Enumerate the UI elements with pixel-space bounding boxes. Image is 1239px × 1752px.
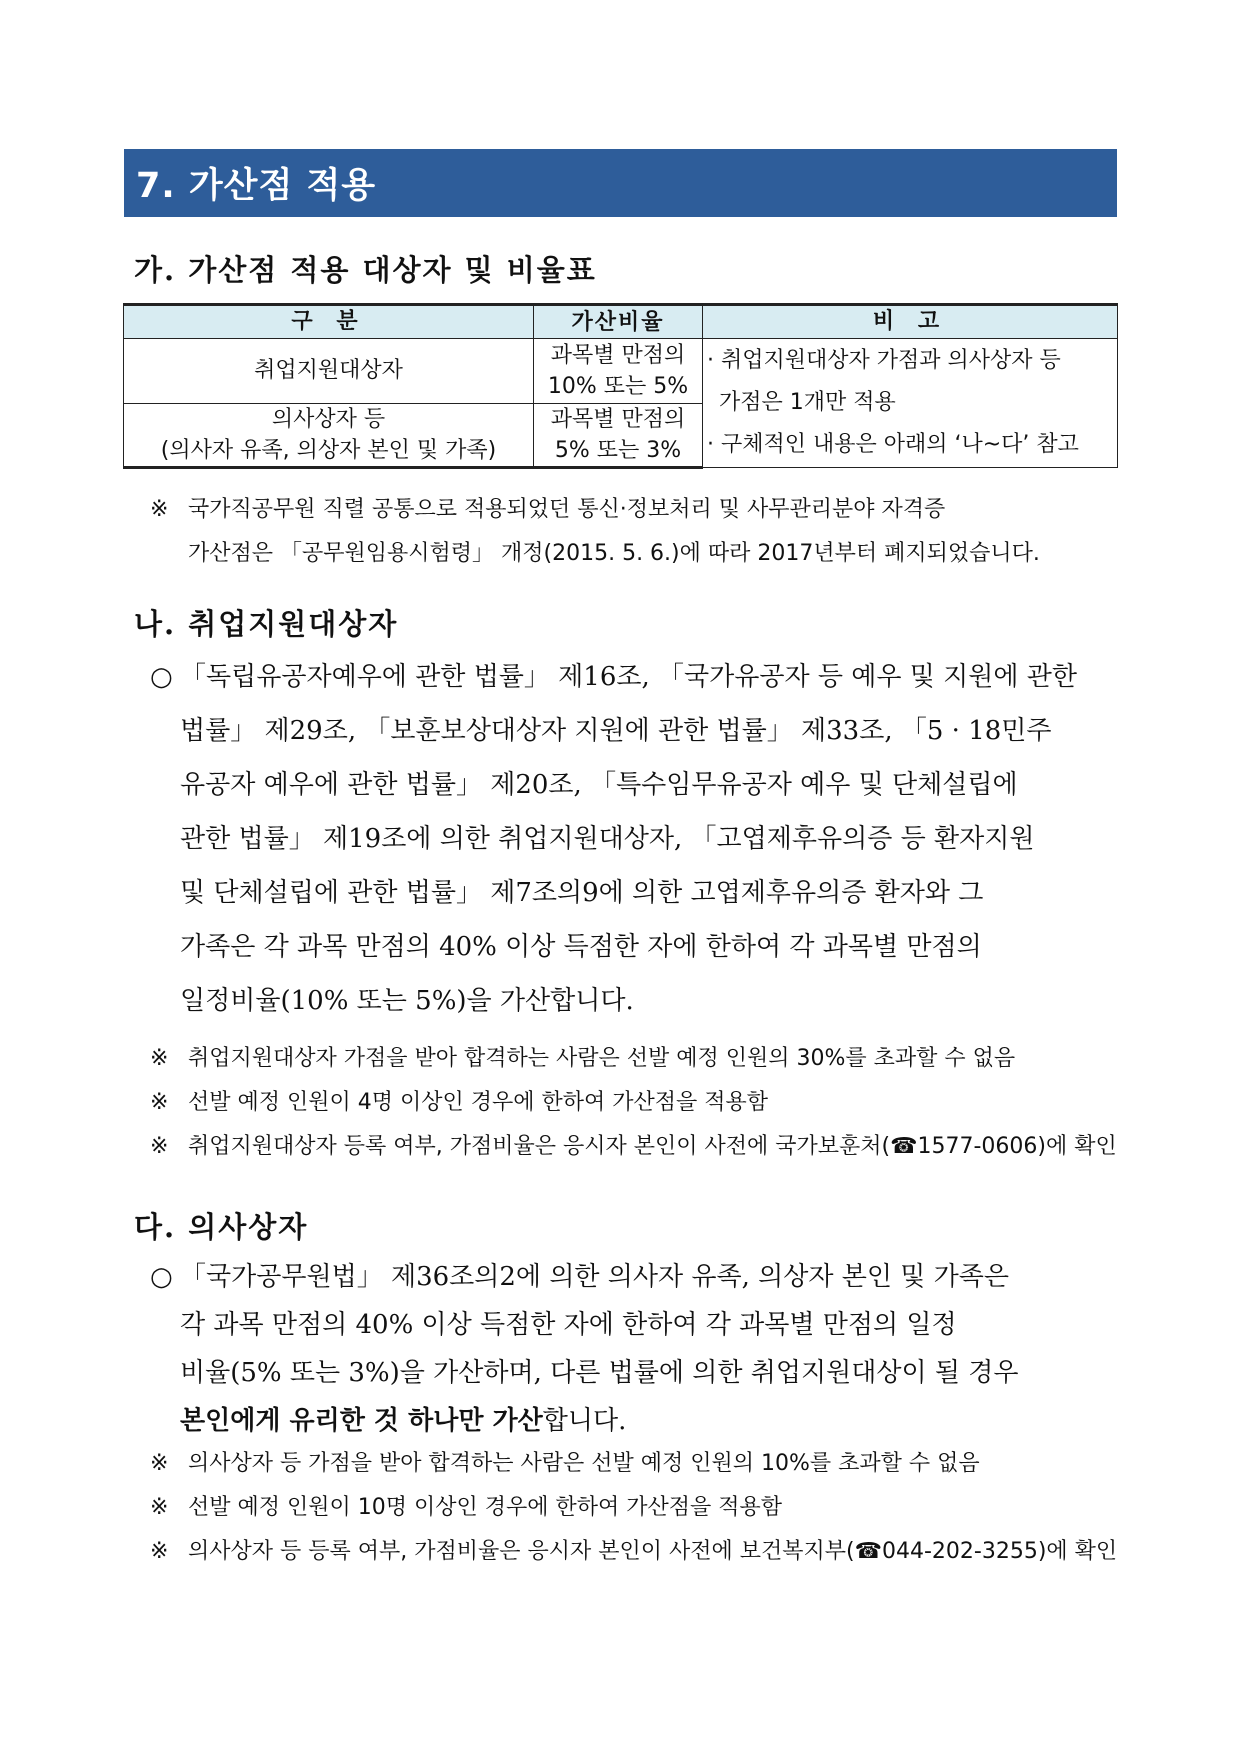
ratio-line: 과목별 만점의 (550, 343, 686, 368)
category-line: (의사자 유족, 의상자 본인 및 가족) (160, 438, 497, 463)
cell-category: 취업지원대상자 (124, 339, 534, 404)
note-text: 의사상자 등 가점을 받아 합격하는 사람은 선발 예정 인원의 10%를 초과할 수 없음 (188, 1451, 980, 1476)
bullet-circle: ○ (150, 662, 173, 692)
ratio-line: 10% 또는 5% (547, 374, 689, 399)
paragraph-tail: 합니다. (542, 1406, 627, 1436)
col-header-remark: 비 고 (703, 305, 1118, 339)
table-row (124, 339, 1118, 404)
paragraph-line: 「국가공무원법」 제36조의2에 의한 의사자 유족, 의상자 본인 및 가족은 (180, 1262, 1010, 1292)
col-header-category: 구 분 (124, 305, 534, 339)
ratio-line: 과목별 만점의 (550, 407, 686, 432)
note-text: 의사상자 등 등록 여부, 가점비율은 응시자 본인이 사전에 보건복지부(☎044-202-3255)에 확인 (188, 1539, 1118, 1564)
paragraph-line: 가족은 각 과목 만점의 40% 이상 득점한 자에 한하여 각 과목별 만점의 (180, 932, 982, 962)
note-mark: ※ (150, 1539, 169, 1564)
paragraph-line: 일정비율(10% 또는 5%)을 가산합니다. (180, 986, 634, 1016)
paragraph-line: 법률」 제29조, 「보훈보상대상자 지원에 관한 법률」 제33조, 「5 · 18민주 (180, 716, 1052, 746)
note-text: 가산점은 「공무원임용시험령」 개정(2015. 5. 6.)에 따라 2017년부터 폐지되었습니다. (188, 541, 1040, 566)
note-text: 취업지원대상자 가점을 받아 합격하는 사람은 선발 예정 인원의 30%를 초과할 수 없음 (188, 1046, 1016, 1071)
note-text: 선발 예정 인원이 4명 이상인 경우에 한하여 가산점을 적용함 (188, 1090, 768, 1115)
paragraph-da (150, 1253, 1125, 1445)
emphasis-text: 본인에게 유리한 것 하나만 가산 (180, 1406, 543, 1436)
ratio-line: 5% 또는 3% (554, 438, 682, 463)
paragraph-line: 각 과목 만점의 40% 이상 득점한 자에 한하여 각 과목별 만점의 일정 (180, 1310, 957, 1340)
paragraph-line: 비율(5% 또는 3%)을 가산하며, 다른 법률에 의한 취업지원대상이 될 경우 (180, 1358, 1019, 1388)
bonus-ratio-table (123, 303, 1118, 469)
note-mark: ※ (150, 1134, 169, 1159)
section-banner (124, 149, 1117, 217)
note-text: 취업지원대상자 등록 여부, 가점비율은 응시자 본인이 사전에 국가보훈처(☎1577-0606)에 확인 (188, 1134, 1117, 1159)
note-mark: ※ (150, 1046, 169, 1071)
paragraph-line (150, 1397, 1125, 1445)
section-title: 7. 가산점 적용 (136, 166, 377, 206)
notes-na (150, 1037, 1117, 1169)
table-header-row (124, 305, 1118, 339)
heading-na: 나. 취업지원대상자 (134, 607, 399, 641)
paragraph-line: 및 단체설립에 관한 법률」 제7조의9에 의한 고엽제후유의증 환자와 그 (180, 878, 984, 908)
cell-ratio (534, 404, 703, 468)
note-text: 선발 예정 인원이 10명 이상인 경우에 한하여 가산점을 적용함 (188, 1495, 782, 1520)
paragraph-line: 관한 법률」 제19조에 의한 취업지원대상자, 「고엽제후유의증 등 환자지원 (180, 824, 1035, 854)
note-mark: ※ (150, 1090, 169, 1115)
note-mark: ※ (150, 1451, 169, 1476)
cell-remark (703, 339, 1118, 468)
note-mark: ※ (150, 497, 169, 522)
paragraph-na (150, 650, 1125, 1028)
heading-da: 다. 의사상자 (134, 1210, 309, 1244)
paragraph-line: 「독립유공자예우에 관한 법률」 제16조, 「국가유공자 등 예우 및 지원에 관한 (180, 662, 1077, 692)
note-text: 국가직공무원 직렬 공통으로 적용되었던 통신·정보처리 및 사무관리분야 자격증 (188, 497, 946, 522)
note-mark: ※ (150, 1495, 169, 1520)
notes-da (150, 1442, 1117, 1574)
paragraph-line: 유공자 예우에 관한 법률」 제20조, 「특수임무유공자 예우 및 단체설립에 (180, 770, 1018, 800)
heading-ga: 가. 가산점 적용 대상자 및 비율표 (134, 253, 597, 287)
remark-line: · 취업지원대상자 가점과 의사상자 등 (707, 348, 1061, 373)
cell-category (124, 404, 534, 468)
col-header-ratio: 가산비율 (534, 305, 703, 339)
category-line: 의사상자 등 (271, 407, 386, 432)
note-ga (150, 488, 1040, 576)
remark-line: 가점은 1개만 적용 (719, 390, 896, 415)
cell-ratio (534, 339, 703, 404)
bullet-circle: ○ (150, 1262, 173, 1292)
remark-line: · 구체적인 내용은 아래의 ‘나~다’ 참고 (707, 432, 1079, 457)
